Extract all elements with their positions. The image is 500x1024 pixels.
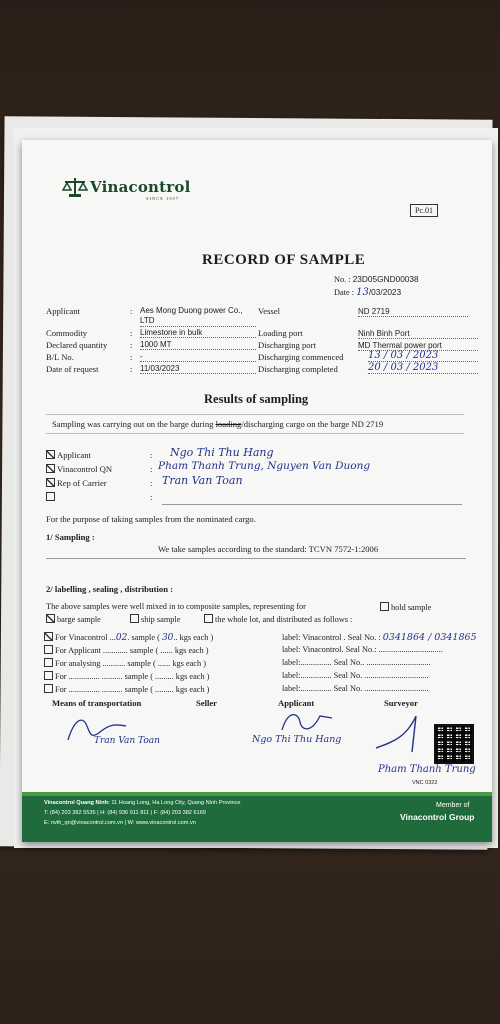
dist-line-other-1: For ............... .......... sample ( ......... kgs each ) [44, 671, 209, 681]
results-heading: Results of sampling [204, 392, 309, 406]
record-date: Date : 13/03/2023 [334, 287, 402, 298]
document-footer [22, 792, 492, 842]
colon: : [130, 340, 133, 350]
attendee-vinacontrol-label: Vinacontrol QN [46, 464, 112, 474]
whole-lot-checkbox [204, 614, 213, 623]
vessel-label: Vessel [258, 306, 280, 316]
applicant-value: Aes Mong Duong power Co., LTD [140, 306, 256, 327]
scales-logo-icon [62, 176, 88, 198]
declared-quantity-value: 1000 MT [140, 340, 256, 350]
vinacontrol-checkbox [46, 464, 55, 473]
carrier-signature-name: Tran Van Toan [94, 736, 160, 746]
dist-checkbox [44, 671, 53, 680]
surveyor-signature-scribble [372, 712, 428, 756]
qr-code-icon [434, 724, 474, 764]
attendee-vinacontrol-value: Pham Thanh Trung, Nguyen Van Duong [158, 460, 371, 472]
footer-phones: T: (84) 203 382 5535 | H: (84) 936 911 811 | F: (84) 203 382 6169 [44, 810, 206, 816]
dist-label-other-2: label:............... Seal No. ............................... [282, 684, 429, 693]
mixed-text: The above samples were well mixed in to composite samples, representing for [46, 602, 306, 611]
loading-port-value: Ninh Binh Port [358, 329, 478, 339]
dist-line-other-2: For ............... .......... sample ( ......... kgs each ) [44, 684, 209, 694]
colon: : [130, 364, 133, 374]
attendee-applicant-value: Ngo Thi Thu Hang [170, 446, 274, 459]
dist-line-vinacontrol: For Vinacontrol ...02. sample ( 30.. kgs each ) [44, 632, 213, 643]
discharging-commenced-label: Discharging commenced [258, 352, 344, 362]
footer-address: Vinacontrol Quang Ninh: 11 Hoang Long, Ha Long City, Quang Ninh Province [44, 800, 241, 806]
group-name: Vinacontrol Group [400, 812, 475, 822]
colon: : [150, 478, 153, 488]
dist-checkbox [44, 645, 53, 654]
stamp-code: VNC 0322 [412, 780, 438, 786]
commodity-value: Limestone in bulk [140, 328, 256, 338]
carrier-checkbox [46, 478, 55, 487]
dist-checkbox [44, 632, 53, 641]
sampling-sentence: Sampling was carrying out on the barge during loading/discharging cargo on the barge ND 2719 [46, 414, 464, 434]
surveyor-signature-name: Pham Thanh Trung [378, 764, 476, 775]
applicant-checkbox [46, 450, 55, 459]
commodity-label: Commodity [46, 328, 88, 338]
dist-line-applicant: For Applicant ............ sample ( ...... kgs each ) [44, 645, 209, 655]
date-of-request-label: Date of request [46, 364, 99, 374]
attendee-applicant-label: Applicant [46, 450, 91, 460]
colon: : [150, 450, 153, 460]
record-no: No. : 23D05GND00038 [334, 274, 419, 284]
form-code: Pc.01 [410, 204, 438, 217]
applicant-heading: Applicant [278, 698, 315, 708]
labelling-heading: 2/ labelling , sealing , distribution : [46, 584, 174, 594]
colon: : [150, 492, 153, 502]
footer-email-web: E: nvth_qn@vinacontrol.com.vn | W: www.vinacontrol.com.vn [44, 820, 196, 826]
discharging-completed-label: Discharging completed [258, 364, 338, 374]
barge-sample-option: barge sample [46, 614, 101, 624]
discharging-port-value: MD Thermal power port [358, 341, 478, 351]
bl-value: - [140, 352, 256, 362]
surveyor-heading: Surveyor [384, 698, 418, 708]
brand-since: SINCE 1957 [146, 196, 180, 201]
hold-sample-checkbox [380, 602, 389, 611]
loading-port-label: Loading port [258, 328, 303, 338]
declared-quantity-label: Declared quantity [46, 340, 108, 350]
purpose-text: For the purpose of taking samples from the nominated cargo. [46, 514, 256, 524]
applicant-signature-name: Ngo Thi Thu Hang [252, 734, 342, 745]
whole-lot-option: the whole lot, and distributed as follows : [204, 614, 352, 624]
colon: : [150, 464, 153, 474]
bl-label: B/L No. [46, 352, 74, 362]
colon: : [130, 352, 133, 362]
dist-label-applicant: label: Vinacontrol. Seal No.: ............................... [282, 645, 443, 654]
barge-sample-checkbox [46, 614, 55, 623]
date-of-request-value: 11/03/2023 [140, 364, 256, 374]
ship-sample-checkbox [130, 614, 139, 623]
discharging-commenced-value: 13 / 03 / 2023 [368, 350, 478, 362]
colon: : [130, 306, 133, 316]
discharging-port-label: Discharging port [258, 340, 316, 350]
member-of-text: Member of [436, 802, 470, 809]
means-of-transportation-heading: Means of transportation [52, 698, 142, 708]
attendee-carrier-label: Rep of Carrier [46, 478, 107, 488]
sampling-heading: 1/ Sampling : [46, 532, 95, 542]
attendee-carrier-value: Tran Van Toan [162, 474, 243, 487]
dist-line-analysing: For analysing ........... sample ( ...... kgs each ) [44, 658, 206, 668]
blank-checkbox [46, 492, 55, 501]
attendee-blank-label [46, 492, 57, 502]
ship-sample-option: ship sample [130, 614, 180, 624]
discharging-completed-value: 20 / 03 / 2023 [368, 362, 478, 374]
standard-text: We take samples according to the standard: TCVN 7572-1:2006 [158, 544, 379, 554]
applicant-label: Applicant [46, 306, 80, 316]
dist-label-other-1: label:............... Seal No. ............................... [282, 671, 429, 680]
colon: : [130, 328, 133, 338]
dist-checkbox [44, 684, 53, 693]
vessel-value: ND 2719 [358, 307, 468, 317]
record-of-sample-document [22, 140, 492, 842]
seller-heading: Seller [196, 698, 217, 708]
dist-label-analysing: label:............... Seal No.. ............................... [282, 658, 431, 667]
page-title: RECORD OF SAMPLE [202, 252, 366, 268]
brand-name: Vinacontrol [90, 178, 191, 196]
hold-sample-option: hold sample [380, 602, 431, 612]
dist-label-vinacontrol: label: Vinacontrol . Seal No. : 0341864 / 0341865 [282, 632, 477, 643]
dist-checkbox [44, 658, 53, 667]
